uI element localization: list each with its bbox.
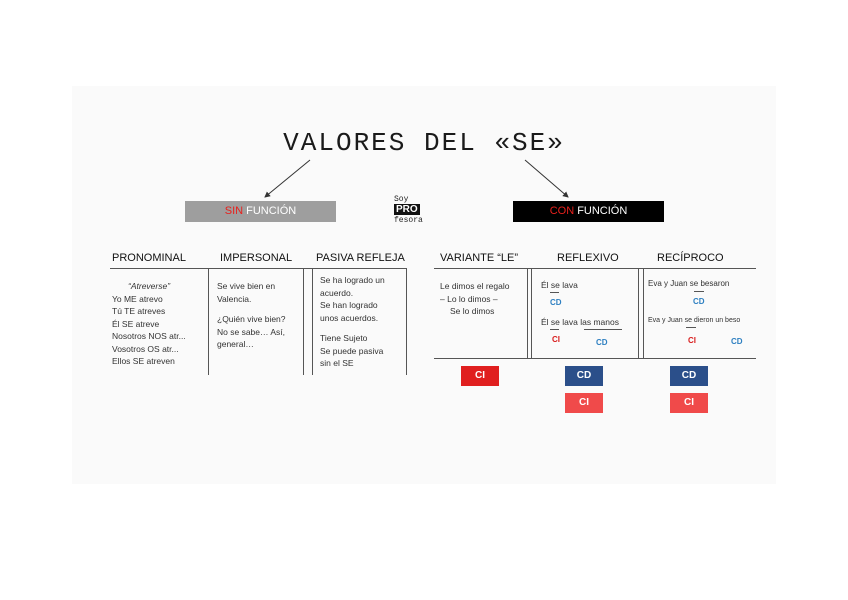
reflexivo-ci-label: CI	[552, 335, 560, 344]
impersonal-line: general…	[217, 339, 254, 349]
reciproco-cd-tag: CD	[670, 366, 708, 386]
pronominal-line: Nosotros NOS atr...	[112, 331, 186, 341]
impersonal-line: Valencia.	[217, 293, 252, 304]
rule-left-v3	[312, 268, 313, 375]
impersonal-line: Se vive bien en	[217, 281, 276, 291]
impersonal-line: ¿Quién vive bien?	[217, 314, 286, 324]
impersonal-line: No se sabe… Así,	[217, 326, 286, 337]
con-rest: FUNCIÓN	[574, 205, 628, 217]
pronominal-line: “Atreverse”	[128, 281, 171, 291]
variante-line: Se lo dimos	[450, 306, 495, 316]
reciproco-line-1: Eva y Juan se besaron	[648, 279, 730, 288]
pasiva-content	[320, 274, 404, 370]
heading-impersonal: IMPERSONAL	[220, 252, 293, 264]
sin-highlight: SIN	[224, 205, 244, 217]
logo-top: Soy	[394, 195, 409, 204]
variante-ci-tag: CI	[461, 366, 499, 386]
pasiva-spacer	[320, 324, 404, 332]
reflexivo-line-1: Él se lava	[541, 280, 578, 290]
heading-pronominal: PRONOMINAL	[112, 252, 186, 264]
heading-pasiva: PASIVA REFLEJA	[316, 252, 405, 264]
rule-right-top	[434, 268, 756, 269]
reflexivo-cd-label: CD	[550, 298, 562, 307]
pasiva-line: Se puede pasiva	[320, 345, 384, 356]
pasiva-line: unos acuerdos.	[320, 312, 379, 323]
rule-right-bottom	[434, 358, 756, 359]
reciproco-cd-label-2: CD	[731, 337, 743, 346]
pasiva-line: Se han logrado	[320, 300, 378, 310]
pronominal-line: Él SE atreve	[112, 318, 160, 329]
reciproco-line-2: Eva y Juan se dieron un beso	[648, 317, 741, 324]
heading-variante: VARIANTE “LE”	[440, 252, 519, 264]
pasiva-line: Se ha logrado un	[320, 275, 385, 285]
reflexivo-underline-2b	[584, 329, 622, 330]
heading-reciproco: RECÍPROCO	[657, 252, 724, 264]
reciproco-underline-2	[686, 327, 696, 328]
pasiva-line: sin el SE	[320, 358, 354, 368]
rule-right-v1	[527, 268, 528, 359]
logo-badge: PRO	[396, 204, 418, 215]
impersonal-spacer	[217, 305, 301, 313]
variante-line: Le dimos el regalo	[440, 281, 510, 291]
variante-line: – Lo lo dimos –	[440, 293, 498, 304]
pronominal-line: Vosotros OS atr...	[112, 343, 179, 354]
pronominal-line: Tú TE atreves	[112, 306, 166, 316]
heading-reflexivo: REFLEXIVO	[557, 252, 619, 264]
pronominal-line: Ellos SE atreven	[112, 356, 175, 366]
rule-left-v4	[406, 268, 407, 375]
reflexivo-cd-label-2: CD	[596, 338, 608, 347]
reciproco-ci-label: CI	[688, 336, 696, 345]
pasiva-line: Tiene Sujeto	[320, 333, 368, 343]
logo	[394, 195, 438, 226]
rule-right-v3	[638, 268, 639, 359]
pasiva-line: acuerdo.	[320, 287, 354, 298]
con-highlight: CON	[549, 205, 575, 217]
variante-content	[440, 280, 526, 318]
reciproco-underline-1	[694, 291, 704, 292]
rule-left-top	[110, 268, 406, 269]
sin-rest: FUNCIÓN	[243, 205, 297, 217]
reciproco-ci-tag: CI	[670, 393, 708, 413]
reflexivo-ci-tag: CI	[565, 393, 603, 413]
rule-left-v1	[208, 268, 209, 375]
pronominal-line: Yo ME atrevo	[112, 293, 163, 304]
reciproco-cd-label: CD	[693, 297, 705, 306]
reflexivo-line-2: Él se lava las manos	[541, 317, 619, 327]
reflexivo-underline-2a	[550, 329, 559, 330]
con-funcion-bar	[513, 201, 664, 222]
pronominal-content	[112, 280, 206, 368]
impersonal-content	[217, 280, 301, 351]
arrow-right	[525, 160, 568, 197]
rule-left-v2	[303, 268, 304, 375]
rule-right-v4	[643, 268, 644, 359]
rule-right-v2	[531, 268, 532, 359]
page-title: VALORES DEL «SE»	[283, 128, 565, 158]
logo-bottom: fesora	[394, 216, 423, 225]
arrow-left	[265, 160, 310, 197]
reflexivo-underline-1	[550, 292, 559, 293]
reflexivo-cd-tag: CD	[565, 366, 603, 386]
sin-funcion-bar	[185, 201, 336, 222]
